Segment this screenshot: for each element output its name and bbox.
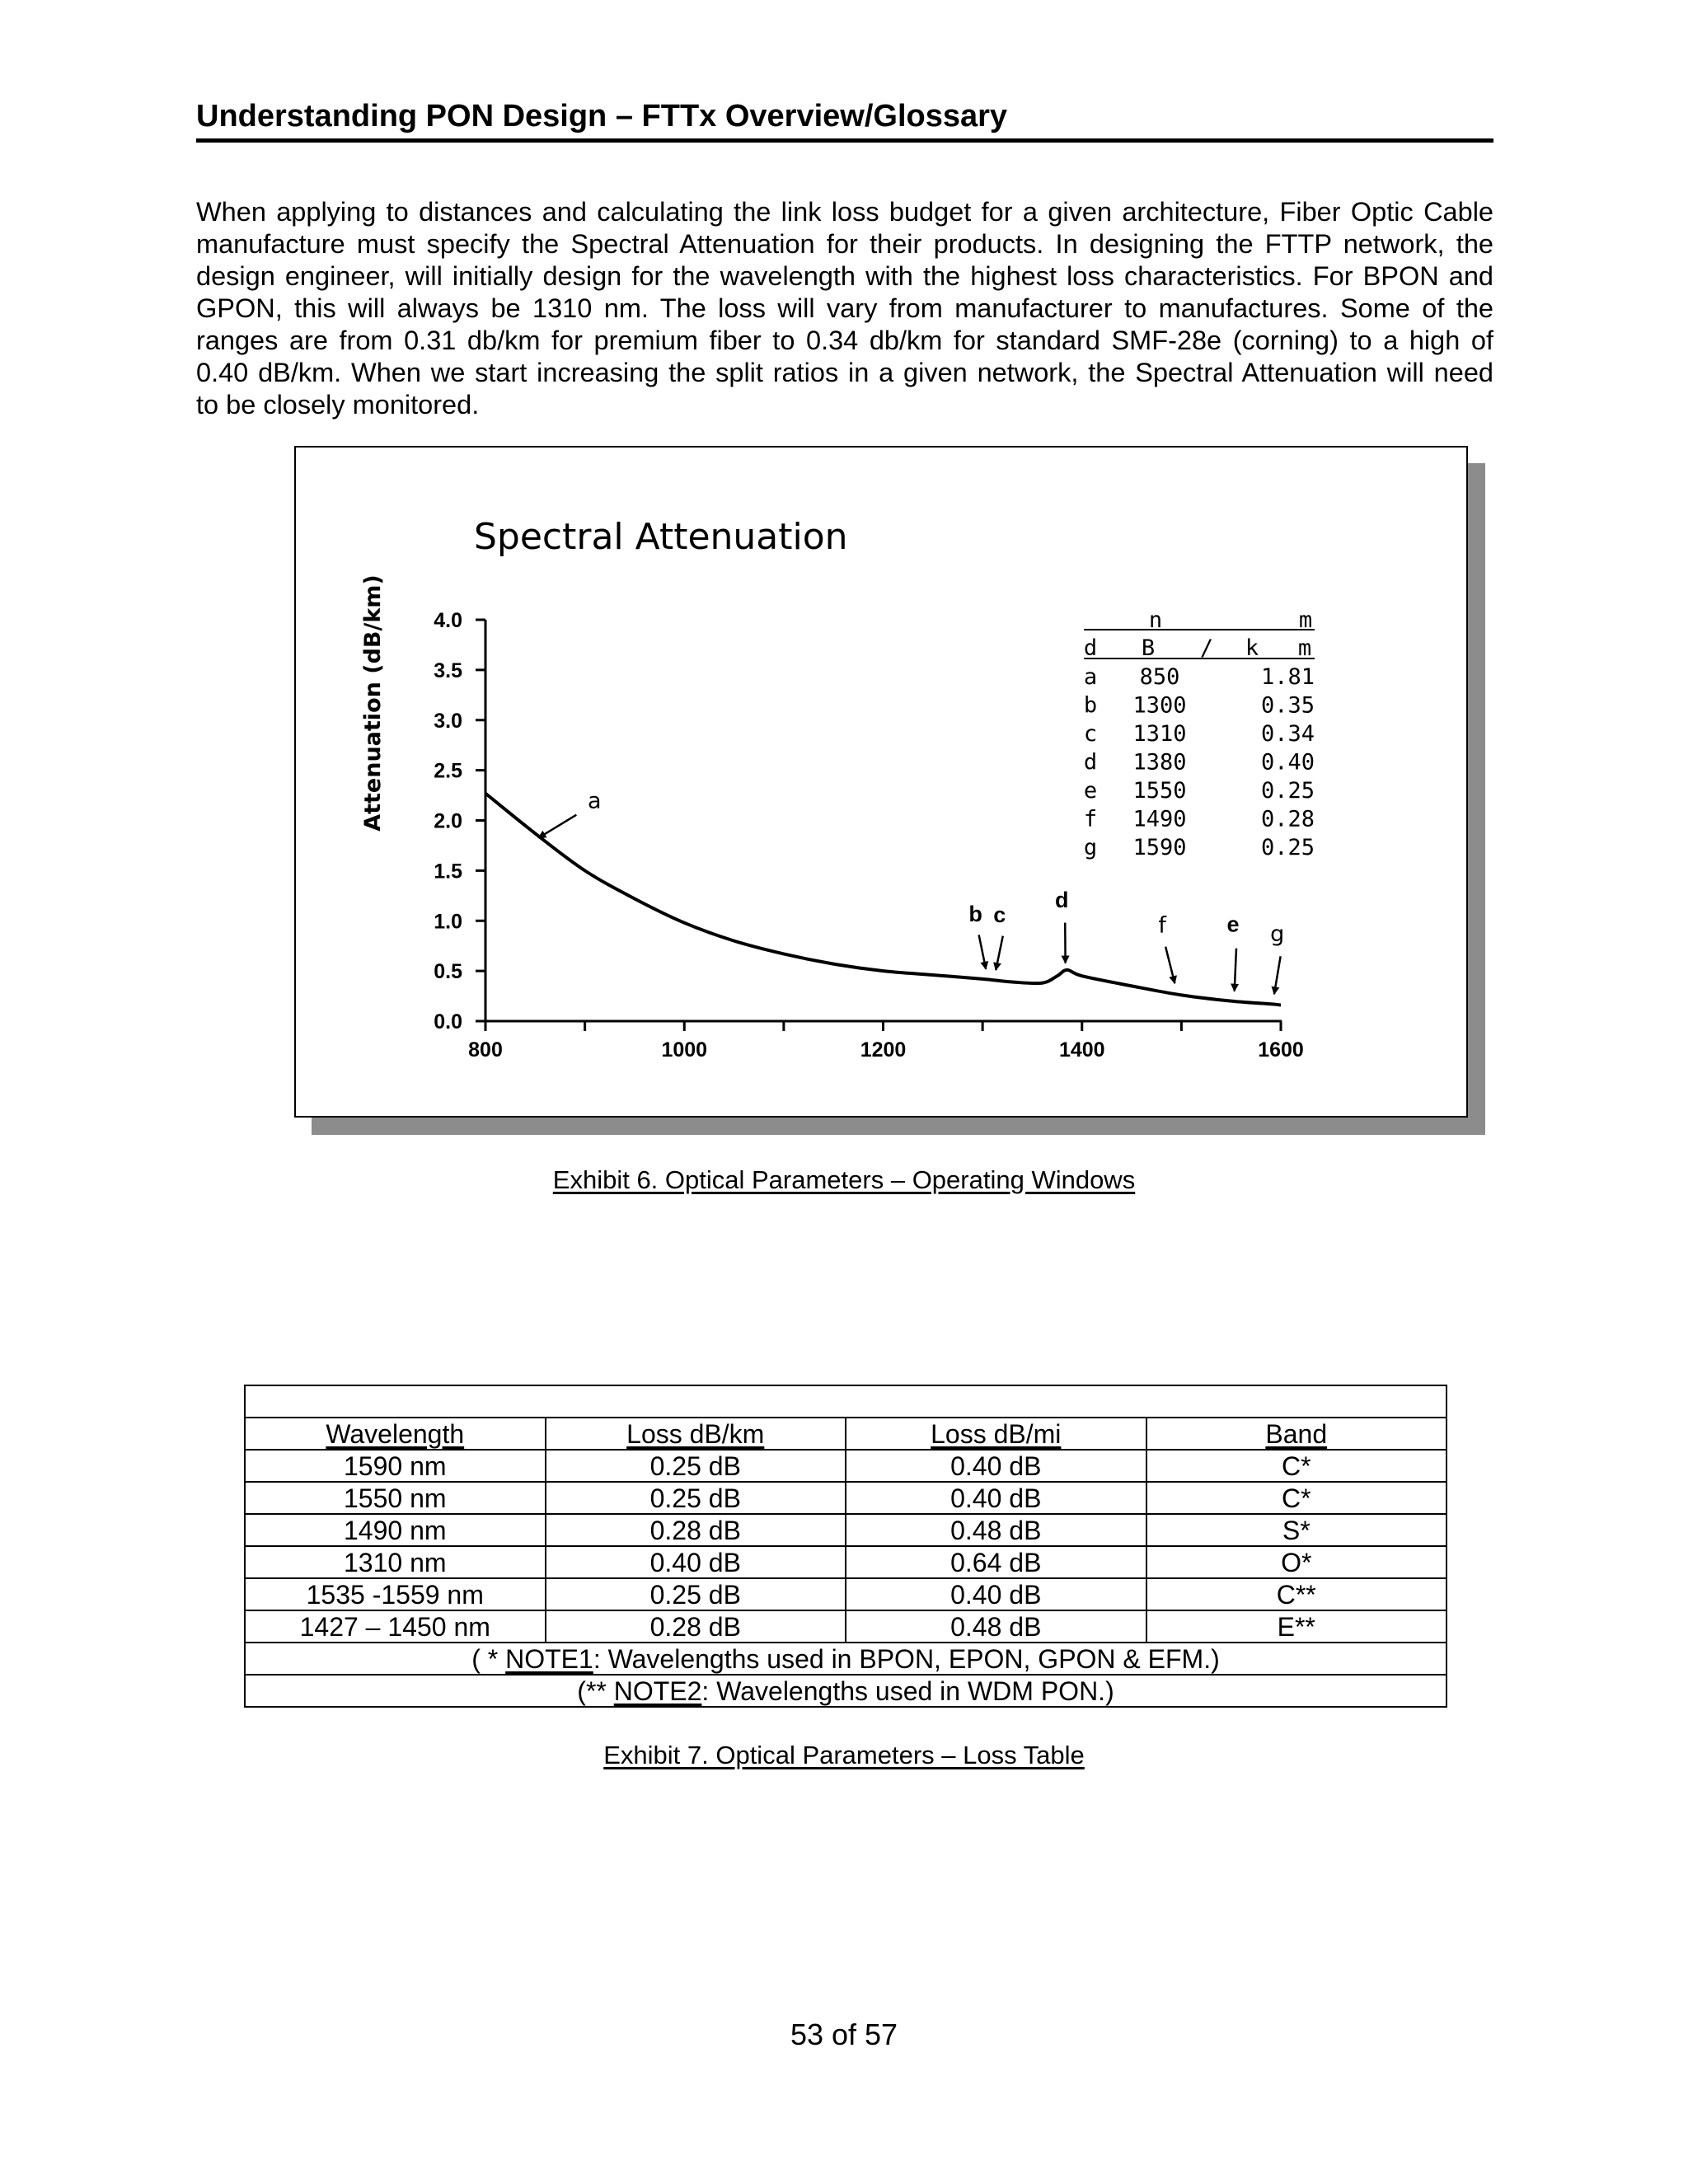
table-note-row xyxy=(245,1675,1447,1707)
legend-cell: 0.34 xyxy=(1260,721,1315,747)
table-caption xyxy=(0,1740,1688,1771)
table-cell: 0.28 dB xyxy=(546,1514,846,1546)
legend-cell: 1490 xyxy=(1132,806,1187,832)
table-blank-row xyxy=(245,1385,1447,1418)
y-tick-label: 2.0 xyxy=(434,809,462,833)
legend-header: m xyxy=(1298,607,1313,633)
annotation-arrow xyxy=(1165,947,1175,984)
figure-caption-text: Exhibit 6. Optical Parameters – Operating Windows xyxy=(552,1165,1136,1194)
legend-cell: c xyxy=(1083,721,1098,747)
figure-caption xyxy=(0,1165,1688,1196)
y-tick-label: 2.5 xyxy=(434,759,462,783)
annotation-arrow xyxy=(1235,949,1236,991)
note2-prefix: (** xyxy=(577,1675,614,1706)
table-cell: C* xyxy=(1146,1450,1447,1482)
note1-cell xyxy=(245,1643,1447,1675)
table-row xyxy=(245,1610,1447,1643)
annotation-arrow xyxy=(979,935,987,969)
legend-cell: 0.40 xyxy=(1260,749,1315,776)
legend-cell: 0.28 xyxy=(1260,806,1315,832)
note1-prefix: ( * xyxy=(471,1643,506,1674)
table-cell: C** xyxy=(1146,1578,1447,1610)
note1-label: NOTE1 xyxy=(505,1643,593,1674)
y-tick-label: 3.0 xyxy=(434,709,462,733)
chart-title: Spectral Attenuation xyxy=(474,516,848,558)
annotation-label: c xyxy=(993,902,1006,928)
table-cell: 0.64 dB xyxy=(846,1546,1146,1578)
y-tick-label: 0.0 xyxy=(434,1010,462,1033)
table-cell: 0.40 dB xyxy=(846,1578,1146,1610)
table-row xyxy=(245,1450,1447,1482)
legend-header: n xyxy=(1148,607,1163,633)
annotation-label: a xyxy=(588,788,602,814)
table-caption-text: Exhibit 7. Optical Parameters – Loss Table xyxy=(603,1741,1085,1769)
intro-line: GPON, this will always be 1310 nm. The loss will vary from manufacturer to manufactures. Some of the xyxy=(196,293,1493,323)
intro-line: 0.40 dB/km. When we start increasing the split ratios in a given network, the Spectral Attenuation will need xyxy=(196,358,1493,387)
spectral-attenuation-chart xyxy=(296,448,1466,1116)
page-title: Understanding PON Design – FTTx Overview/Glossary xyxy=(196,99,1008,134)
legend-cell: a xyxy=(1083,664,1098,690)
header-cell xyxy=(245,1418,546,1450)
annotation-arrow xyxy=(996,936,1003,971)
intro-line: design engineer, will initially design for the wavelength with the highest loss characteristics. For BPON and xyxy=(196,261,1493,291)
legend-cell: 1.81 xyxy=(1260,664,1315,690)
annotation-label: d xyxy=(1054,888,1069,913)
legend-cell: 0.25 xyxy=(1260,778,1315,804)
spectral-attenuation-figure xyxy=(294,446,1468,1118)
table-note-row xyxy=(245,1643,1447,1675)
table-cell: 0.28 dB xyxy=(546,1610,846,1643)
legend-cell: 1550 xyxy=(1132,778,1187,804)
table-row xyxy=(245,1546,1447,1578)
legend-cell: 1310 xyxy=(1132,721,1187,747)
x-tick-label: 800 xyxy=(468,1038,503,1062)
note2-cell xyxy=(245,1675,1447,1707)
table-cell: 1535 -1559 nm xyxy=(245,1578,546,1610)
annotation-arrow xyxy=(1274,956,1281,994)
legend-cell: 1300 xyxy=(1132,692,1187,719)
table-cell: 0.40 dB xyxy=(846,1482,1146,1514)
y-axis-label: Attenuation (dB/km) xyxy=(360,574,386,832)
header-loss-km: Loss dB/km xyxy=(626,1418,765,1449)
table-cell: 0.25 dB xyxy=(546,1450,846,1482)
annotation-label: b xyxy=(968,902,982,927)
table-cell: 0.40 dB xyxy=(846,1450,1146,1482)
table-cell xyxy=(245,1385,1447,1418)
legend-cell: 850 xyxy=(1139,664,1180,690)
y-tick-label: 1.5 xyxy=(434,860,462,883)
table-cell: S* xyxy=(1146,1514,1447,1546)
legend-header: k xyxy=(1245,635,1259,661)
table-cell: 1590 nm xyxy=(245,1450,546,1482)
table-cell: 1490 nm xyxy=(245,1514,546,1546)
annotation-label: f xyxy=(1158,912,1166,939)
table-cell: 0.40 dB xyxy=(546,1546,846,1578)
y-tick-label: 1.0 xyxy=(434,910,462,934)
annotation-arrow xyxy=(538,815,576,838)
header-cell xyxy=(846,1418,1146,1450)
y-tick-label: 0.5 xyxy=(434,960,462,984)
table-row xyxy=(245,1514,1447,1546)
intro-line: to be closely monitored. xyxy=(196,390,480,419)
loss-table xyxy=(244,1385,1447,1708)
header-band: Band xyxy=(1265,1418,1328,1449)
x-tick-label: 1600 xyxy=(1258,1038,1304,1062)
table-cell: 0.48 dB xyxy=(846,1514,1146,1546)
intro-paragraph xyxy=(196,196,1493,421)
table-row xyxy=(245,1482,1447,1514)
legend-cell: d xyxy=(1083,749,1098,776)
note1-text: : Wavelengths used in BPON, EPON, GPON & EFM.) xyxy=(593,1643,1220,1674)
table-row xyxy=(245,1578,1447,1610)
table-cell: E** xyxy=(1146,1610,1447,1643)
table-header-row xyxy=(245,1418,1447,1450)
legend-cell: 1590 xyxy=(1132,835,1187,860)
legend-header: d xyxy=(1083,635,1098,661)
legend-header: B xyxy=(1141,635,1156,661)
page-number: 53 of 57 xyxy=(790,2018,898,2051)
annotation-label: e xyxy=(1226,912,1240,937)
intro-line: manufacture must specify the Spectral Attenuation for their products. In designing the FTTP network, the xyxy=(196,229,1493,259)
y-tick-label: 4.0 xyxy=(434,609,462,632)
legend-cell: g xyxy=(1083,835,1098,860)
legend-cell: e xyxy=(1083,778,1098,804)
table-cell: 0.25 dB xyxy=(546,1578,846,1610)
header-cell xyxy=(546,1418,846,1450)
table-cell: 0.25 dB xyxy=(546,1482,846,1514)
y-tick-label: 3.5 xyxy=(434,658,462,682)
x-tick-label: 1400 xyxy=(1058,1038,1105,1062)
intro-line: ranges are from 0.31 db/km for premium fiber to 0.34 db/km for standard SMF-28e (corning) to a high of xyxy=(196,326,1493,355)
note2-label: NOTE2 xyxy=(613,1675,702,1706)
legend-cell: f xyxy=(1083,806,1098,832)
legend-cell: b xyxy=(1083,692,1098,719)
legend-cell: 0.35 xyxy=(1260,692,1315,719)
x-tick-label: 1000 xyxy=(661,1038,708,1062)
table-cell: O* xyxy=(1146,1546,1447,1578)
table-cell: 1427 – 1450 nm xyxy=(245,1610,546,1643)
table-cell: 1310 nm xyxy=(245,1546,546,1578)
table-cell: 1550 nm xyxy=(245,1482,546,1514)
header-cell xyxy=(1146,1418,1447,1450)
legend-header: / xyxy=(1199,635,1214,661)
legend-cell: 0.25 xyxy=(1260,835,1315,860)
header-wavelength: Wavelength xyxy=(326,1418,465,1449)
x-tick-label: 1200 xyxy=(860,1038,907,1062)
annotation-label: g xyxy=(1270,921,1285,947)
header-loss-mi: Loss dB/mi xyxy=(931,1418,1062,1449)
table-cell: C* xyxy=(1146,1482,1447,1514)
note2-text: : Wavelengths used in WDM PON.) xyxy=(701,1675,1114,1706)
legend-cell: 1380 xyxy=(1132,749,1187,776)
legend-header: m xyxy=(1297,635,1312,661)
intro-line: When applying to distances and calculating the link loss budget for a given architecture, Fiber Optic Cable xyxy=(196,197,1493,227)
page-header xyxy=(196,97,1493,143)
table-cell: 0.48 dB xyxy=(846,1610,1146,1643)
